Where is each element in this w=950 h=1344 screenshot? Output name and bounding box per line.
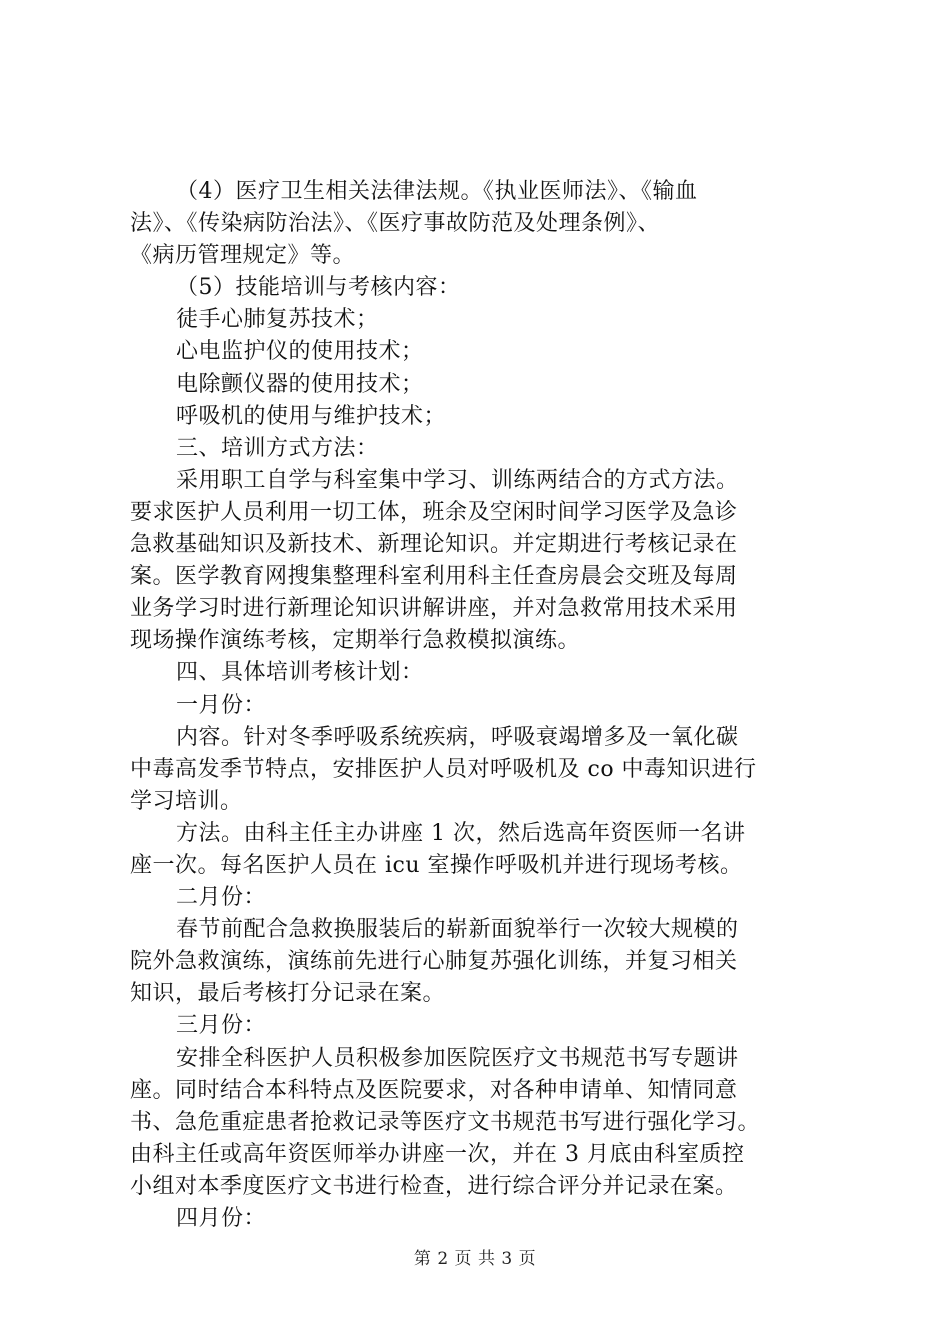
text-line: 书、急危重症患者抢救记录等医疗文书规范书写进行强化学习。 — [130, 1109, 761, 1135]
page-footer: 第 2 页 共 3 页 — [413, 1249, 537, 1269]
text-line: 安排全科医护人员积极参加医院医疗文书规范书写专题讲 — [176, 1045, 739, 1071]
text-line: 采用职工自学与科室集中学习、训练两结合的方式方法。 — [176, 467, 739, 493]
text-line: 要求医护人员利用一切工体，班余及空闲时间学习医学及急诊 — [130, 499, 738, 525]
text-line: 急救基础知识及新技术、新理论知识。并定期进行考核记录在 — [130, 532, 738, 558]
text-line: 中毒高发季节特点，安排医护人员对呼吸机及 co 中毒知识进行 — [130, 756, 757, 782]
text-line: 电除颤仪器的使用技术； — [176, 371, 424, 397]
text-line: 徒手心肺复苏技术； — [176, 307, 379, 333]
text-line: 院外急救演练，演练前先进行心肺复苏强化训练，并复习相关 — [130, 949, 738, 975]
text-line: 呼吸机的使用与维护技术； — [176, 403, 447, 429]
section-heading: 三、培训方式方法： — [176, 435, 379, 461]
text-line: 知识，最后考核打分记录在案。 — [130, 981, 446, 1007]
text-line: 《病历管理规定》等。 — [130, 243, 356, 269]
text-line: 座一次。每名医护人员在 icu 室操作呼吸机并进行现场考核。 — [130, 852, 743, 878]
month-heading: 四月份： — [176, 1206, 267, 1231]
month-heading: 二月份： — [176, 885, 267, 911]
month-heading: 一月份： — [176, 692, 267, 718]
text-line: 小组对本季度医疗文书进行检查，进行综合评分并记录在案。 — [130, 1173, 738, 1199]
text-line: 内容。针对冬季呼吸系统疾病，呼吸衰竭增多及一氧化碳 — [176, 724, 739, 750]
text-line: 春节前配合急救换服装后的崭新面貌举行一次较大规模的 — [176, 917, 739, 943]
document-body — [130, 176, 830, 1235]
text-line: 座。同时结合本科特点及医院要求，对各种申请单、知情同意 — [130, 1077, 738, 1103]
text-line: （5）技能培训与考核内容： — [176, 275, 461, 301]
text-line: 现场操作演练考核，定期举行急救模拟演练。 — [130, 628, 581, 654]
month-heading: 三月份： — [176, 1013, 267, 1039]
text-line: 学习培训。 — [130, 788, 243, 814]
text-line: 案。医学教育网搜集整理科室利用科主任查房晨会交班及每周 — [130, 564, 738, 590]
text-line: 心电监护仪的使用技术； — [176, 339, 424, 365]
text-line: 由科主任或高年资医师举办讲座一次，并在 3 月底由科室质控 — [130, 1141, 745, 1167]
section-heading: 四、具体培训考核计划： — [176, 660, 424, 686]
text-line: （4）医疗卫生相关法律法规。《执业医师法》、《输血 — [176, 179, 698, 204]
text-line: 业务学习时进行新理论知识讲解讲座，并对急救常用技术采用 — [130, 596, 738, 622]
text-line: 法》、《传染病防治法》、《医疗事故防范及处理条例》、 — [130, 211, 661, 237]
text-line: 方法。由科主任主办讲座 1 次，然后选高年资医师一名讲 — [176, 820, 746, 846]
